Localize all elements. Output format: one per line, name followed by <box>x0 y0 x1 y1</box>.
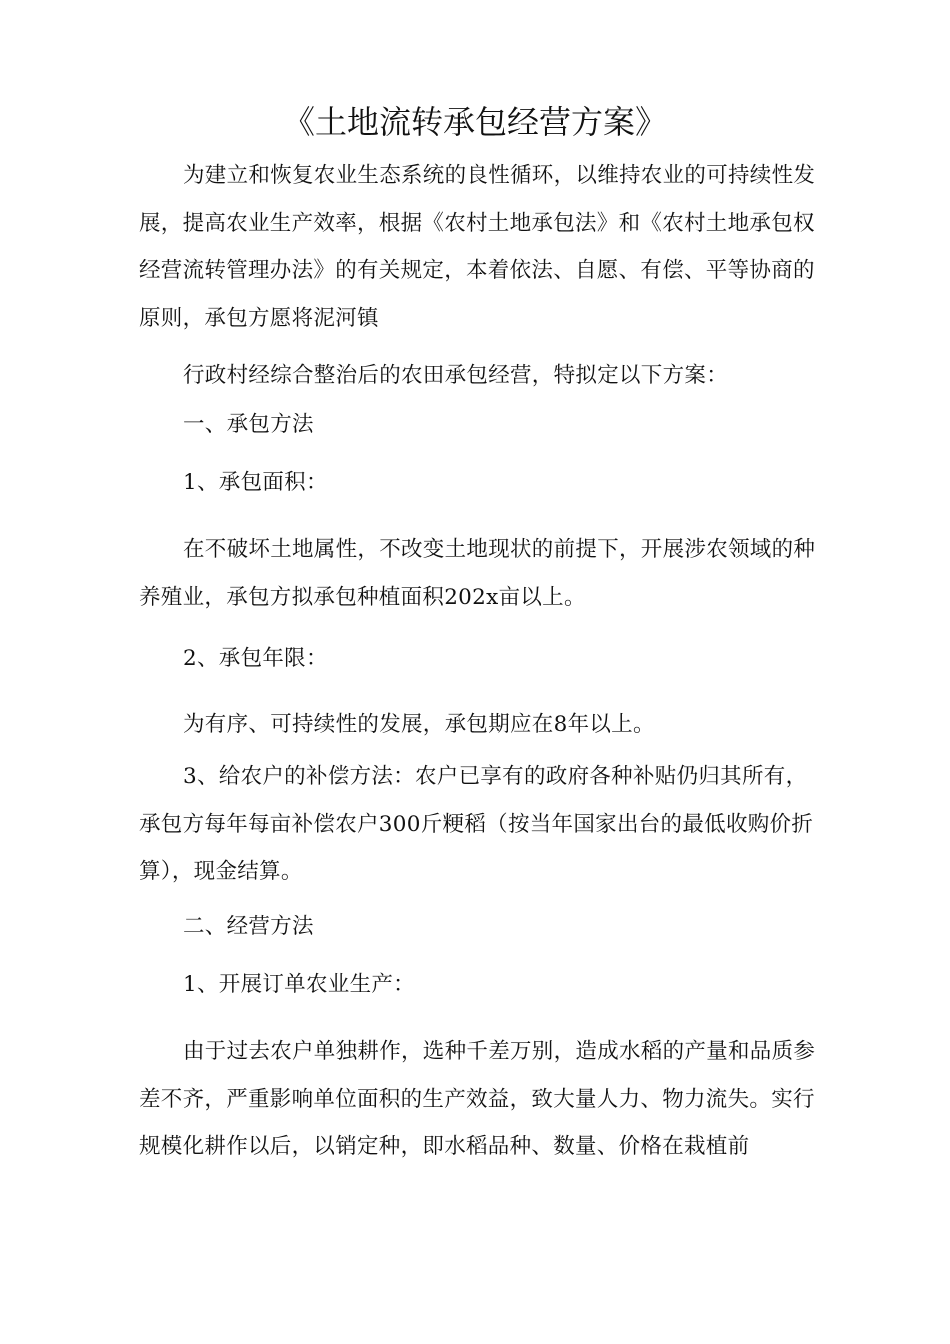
section-heading-contract-method: 一、承包方法 <box>183 412 314 437</box>
subheading-order-farming: 1、开展订单农业生产： <box>183 972 415 997</box>
contract-area-paragraph: 在不破坏土地属性，不改变土地现状的前提下，开展涉农领域的种养殖业，承包方拟承包种植面积202x亩以上。 <box>139 537 816 610</box>
subheading-contract-area: 1、承包面积： <box>183 470 328 495</box>
subheading-contract-term: 2、承包年限： <box>183 646 328 671</box>
compensation-paragraph: 3、给农户的补偿方法：农户已享有的政府各种补贴仍归其所有，承包方每年每亩补偿农户300斤粳稻（按当年国家出台的最低收购价折算），现金结算。 <box>139 764 814 884</box>
intro-paragraph: 为建立和恢复农业生态系统的良性循环，以维持农业的可持续性发展，提高农业生产效率，根据《农村土地承包法》和《农村土地承包权经营流转管理办法》的有关规定，本着依法、自愿、有偿、平等协商的原则，承包方愿将泥河镇 <box>139 163 816 331</box>
order-farming-paragraph: 由于过去农户单独耕作，选种千差万别，造成水稻的产量和品质参差不齐，严重影响单位面积的生产效益，致大量人力、物力流失。实行规模化耕作以后，以销定种，即水稻品种、数量、价格在栽植前 <box>139 1039 816 1159</box>
section-heading-operation-method: 二、经营方法 <box>183 914 314 939</box>
contract-term-paragraph: 为有序、可持续性的发展，承包期应在8年以上。 <box>183 712 655 737</box>
intro-paragraph-continued: 行政村经综合整治后的农田承包经营，特拟定以下方案： <box>183 363 729 388</box>
document-title: 《土地流转承包经营方案》 <box>282 103 667 141</box>
